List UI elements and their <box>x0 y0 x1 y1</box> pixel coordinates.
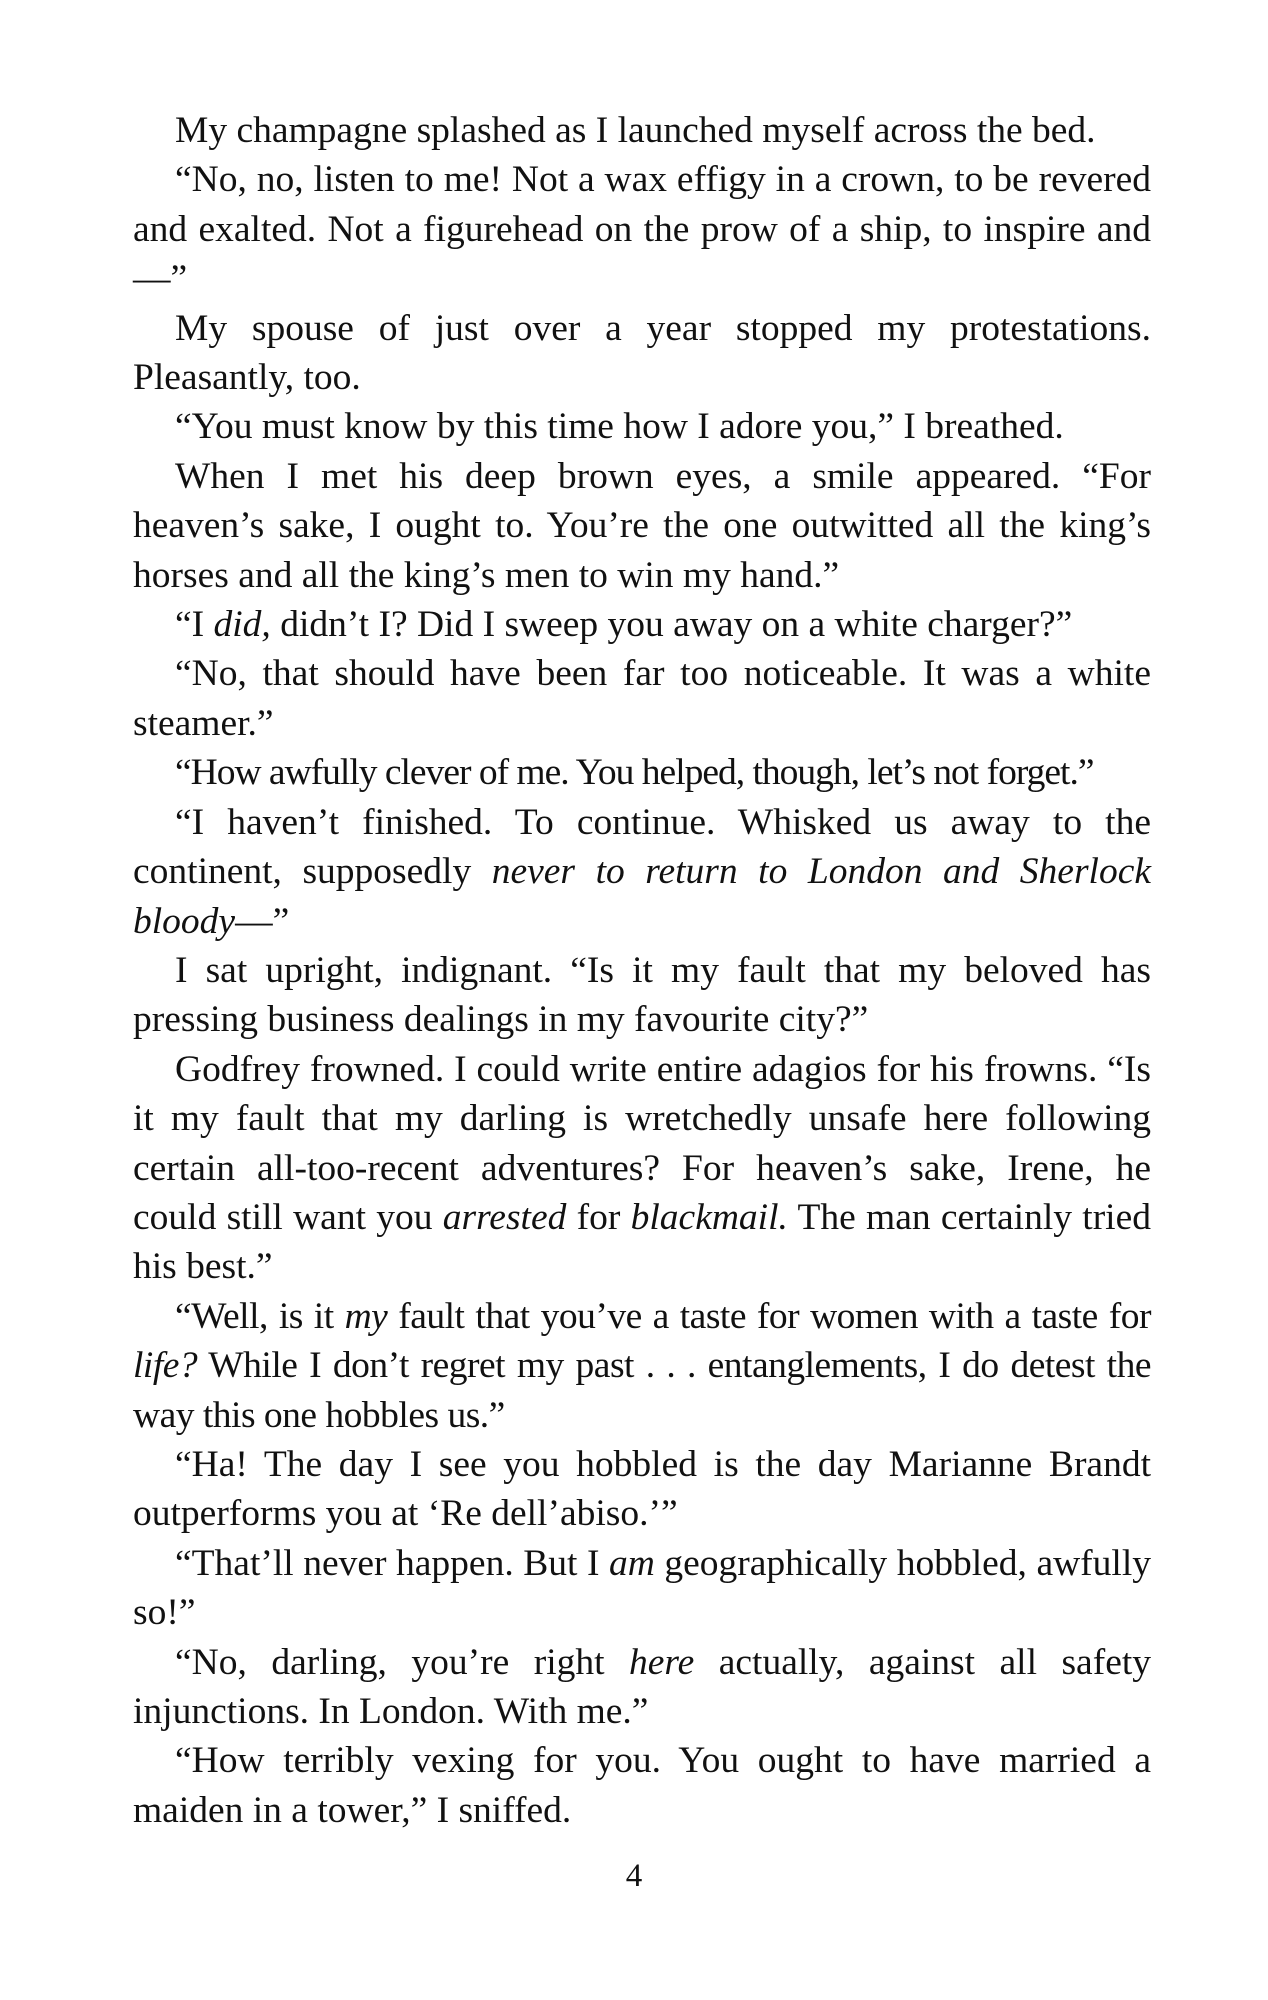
italic-text: here <box>629 1641 695 1683</box>
paragraph <box>133 946 1151 1045</box>
paragraph <box>133 1045 1151 1292</box>
text-run: “Ha! The day I see you hobbled is the day Marianne Brandt outperforms you at ‘Re dell’abiso.’” <box>133 1443 1151 1535</box>
italic-text: arrested <box>442 1196 567 1238</box>
paragraph <box>133 1539 1151 1638</box>
italic-text: blackmail. <box>630 1196 788 1238</box>
text-run: My spouse of just over a year stopped my protestations. Pleasantly, too. <box>133 307 1151 399</box>
text-run: “You must know by this time how I adore you,” I breathed. <box>175 406 1064 448</box>
paragraph <box>133 600 1151 649</box>
text-run: The man certainly tried his best.” <box>133 1196 1151 1288</box>
text-run: —” <box>235 900 290 942</box>
text-run: “How awfully clever of me. You helped, though, let’s not forget.” <box>175 752 1094 794</box>
paragraph <box>133 1638 1151 1737</box>
text-run: Godfrey frowned. I could write entire adagios for his frowns. “Is it my fault that my darling is wretchedly unsafe here following certain all-too-recent adventures? For heaven’s sake, Irene, he could still want you <box>133 1048 1151 1238</box>
text-run: “I <box>175 604 214 646</box>
text-run: didn’t I? Did I sweep you away on a white charger?” <box>270 604 1073 646</box>
text-run: “Well, is it <box>175 1295 345 1337</box>
paragraph <box>133 798 1151 946</box>
paragraph <box>133 106 1151 155</box>
text-run: actually, against all safety injunctions. In London. With me.” <box>133 1641 1152 1732</box>
paragraph <box>133 304 1151 403</box>
italic-text: never to return to London and Sherlock bloody <box>133 851 1151 942</box>
text-run: geographically hobbled, awfully so!” <box>133 1542 1151 1634</box>
italic-text: life? <box>133 1345 198 1387</box>
italic-text: am <box>608 1542 655 1584</box>
text-run: “That’ll never happen. But I <box>175 1542 609 1584</box>
text-run: for <box>566 1196 631 1238</box>
text-run: “I haven’t finished. To continue. Whisked us away to the continent, supposedly <box>133 801 1151 893</box>
paragraph <box>133 649 1151 748</box>
text-run: fault that you’ve a taste for women with a taste for <box>387 1295 1151 1337</box>
book-page-text <box>133 106 1151 1835</box>
paragraph <box>133 1736 1151 1835</box>
text-run: My champagne splashed as I launched myself across the bed. <box>175 110 1096 151</box>
text-run: “No, no, listen to me! Not a wax effigy in a crown, to be revered and exalted. Not a figurehead on the prow of a ship, to inspire and—” <box>133 159 1151 300</box>
text-run: “No, darling, you’re right <box>175 1641 630 1683</box>
paragraph <box>133 402 1151 451</box>
text-run: I sat upright, indignant. “Is it my fault that my beloved has pressing business dealings in my favourite city?” <box>133 949 1151 1041</box>
paragraph <box>133 748 1151 797</box>
paragraph <box>133 1440 1151 1539</box>
page-number: 4 <box>625 1858 643 1894</box>
text-run: While I don’t regret my past . . . entanglements, I do detest the way this one hobbles us.” <box>133 1345 1151 1436</box>
paragraph <box>133 1292 1151 1440</box>
text-run: “How terribly vexing for you. You ought to have married a maiden in a tower,” I sniffed. <box>133 1740 1151 1831</box>
italic-text: did, <box>213 604 271 646</box>
paragraph <box>133 155 1151 303</box>
paragraph <box>133 452 1151 600</box>
text-run: “No, that should have been far too noticeable. It was a white steamer.” <box>133 653 1151 744</box>
italic-text: my <box>344 1295 388 1337</box>
text-run: When I met his deep brown eyes, a smile appeared. “For heaven’s sake, I ought to. You’re the one outwitted all the king’s horses and all the king’s men to win my hand.” <box>133 455 1151 596</box>
